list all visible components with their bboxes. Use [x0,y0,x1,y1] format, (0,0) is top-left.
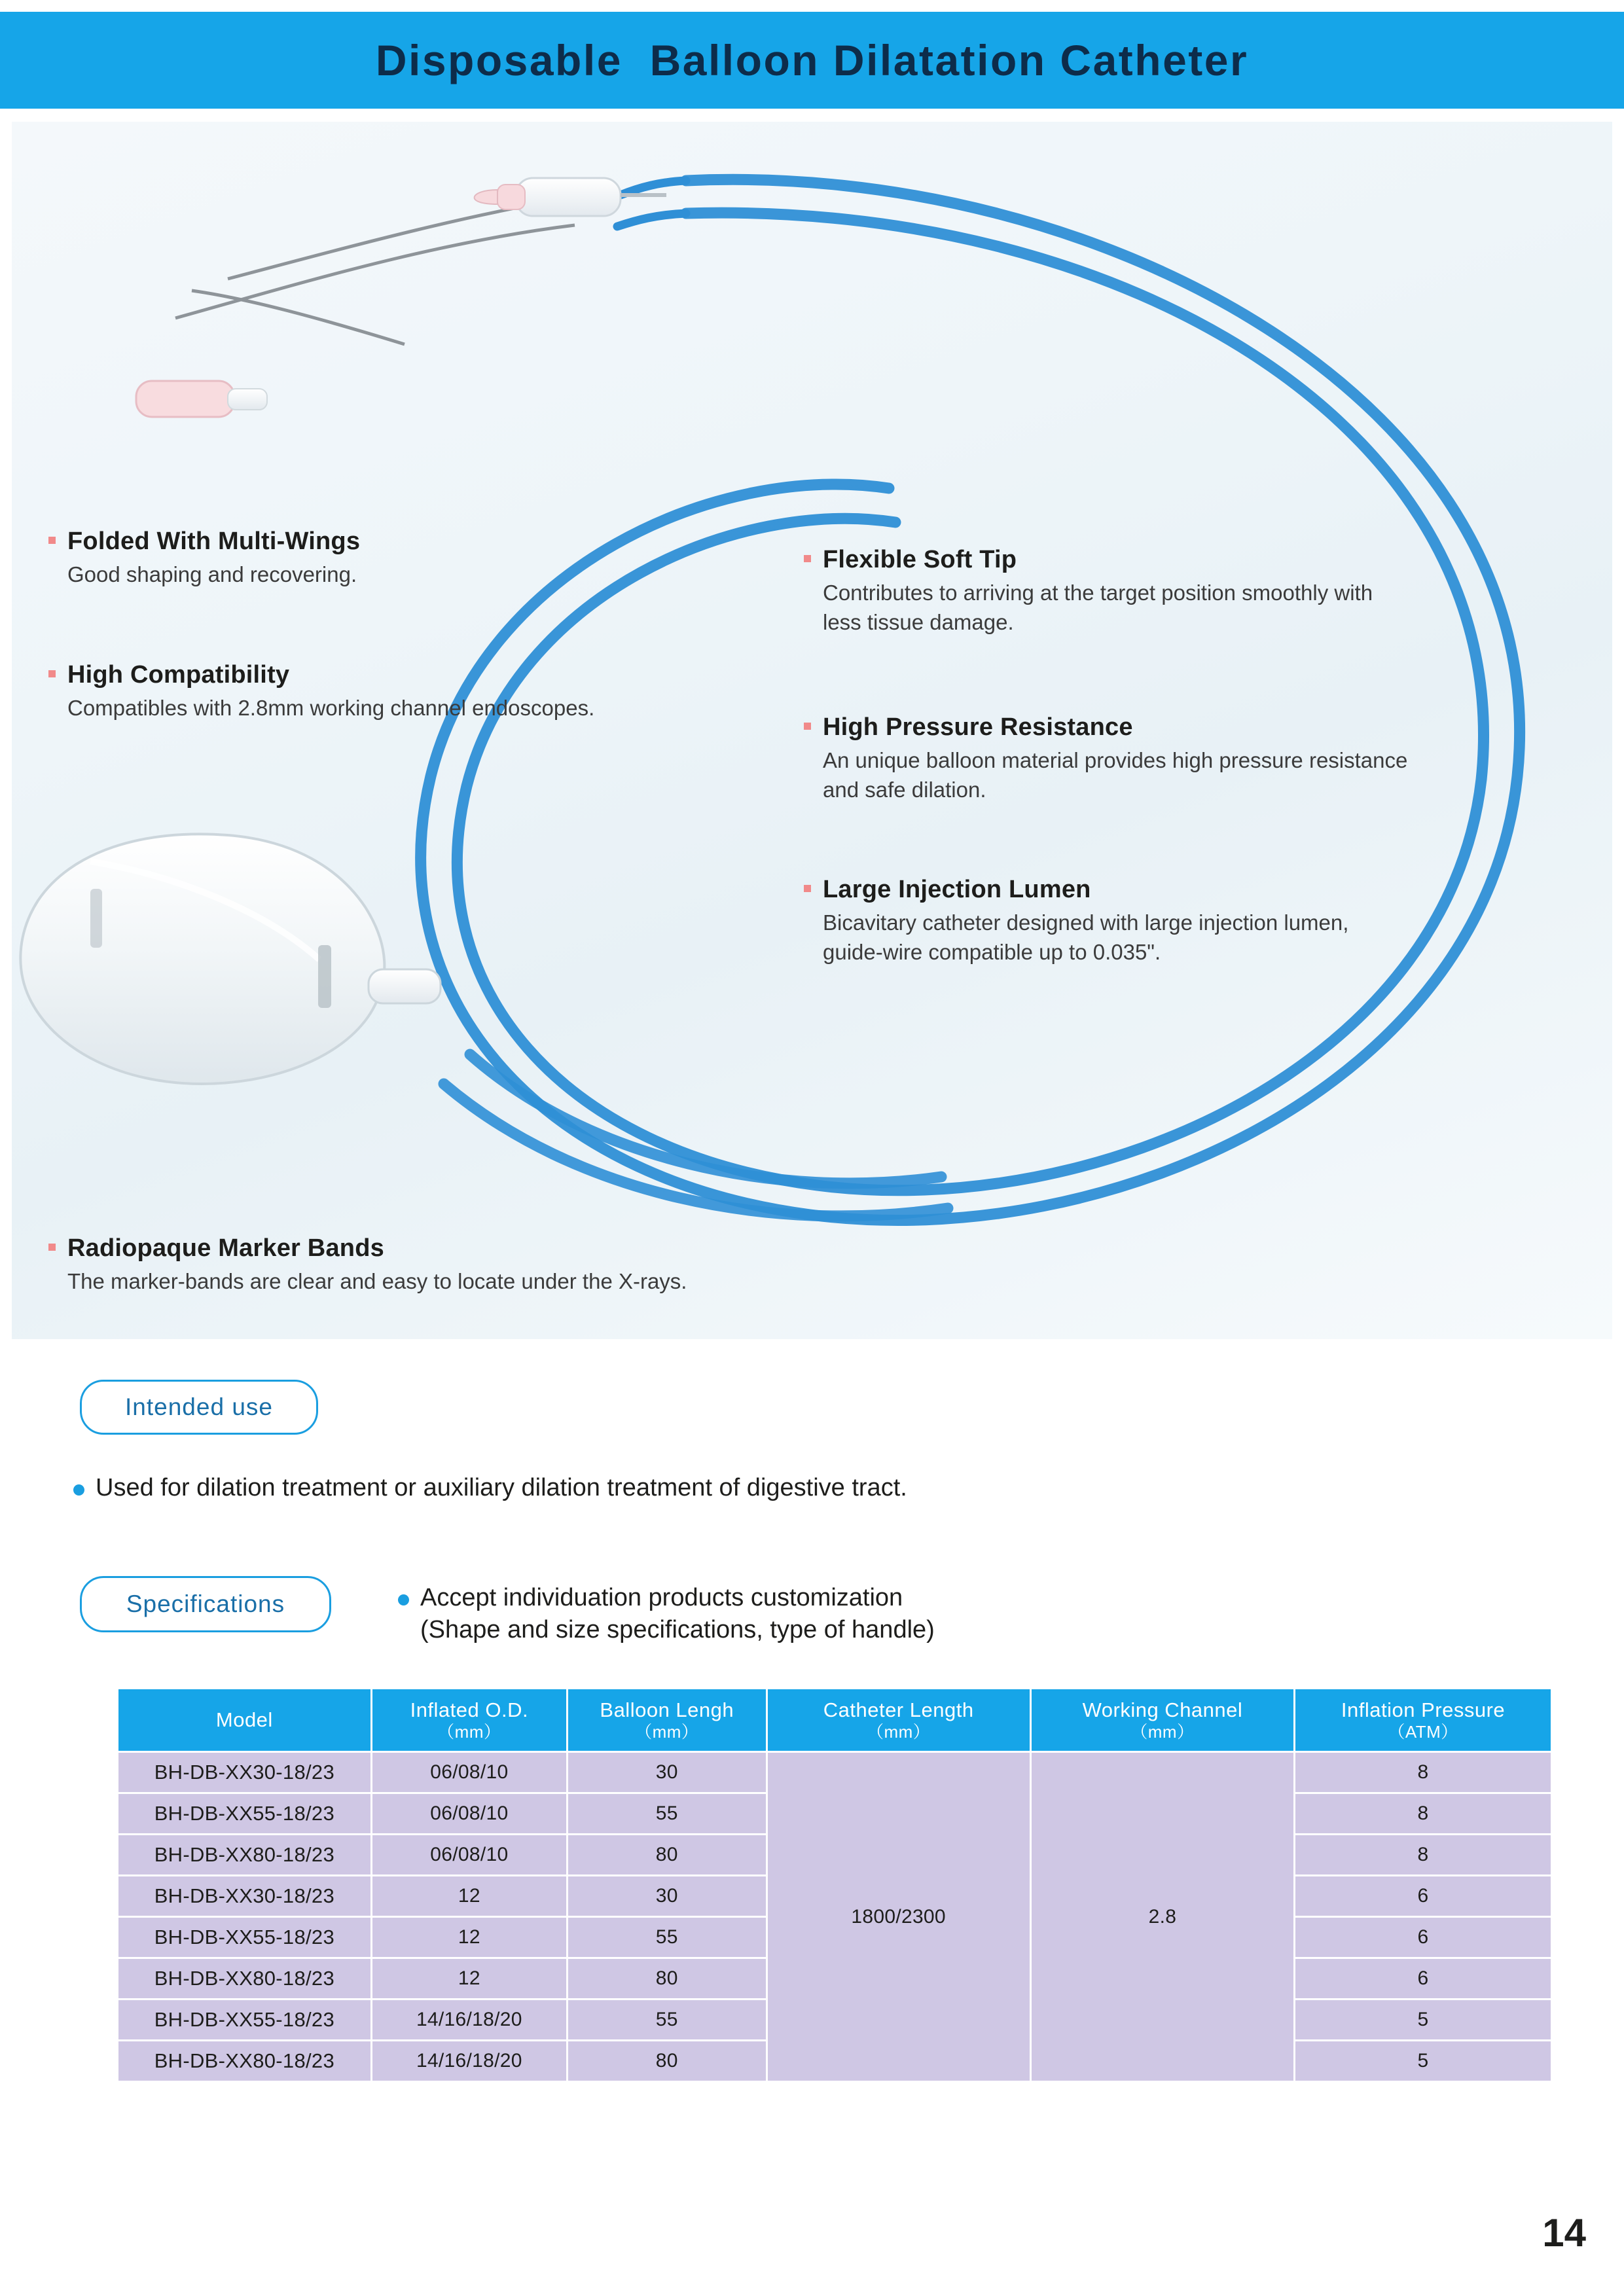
column-header-balloon-length: Balloon Lengh （mm） [568,1689,766,1751]
cell-model: BH-DB-XX30-18/23 [118,1753,370,1792]
feature-heading: High Pressure Resistance [804,713,1412,742]
cell-inflated-od: 06/08/10 [372,1835,566,1874]
feature-body: Bicavitary catheter designed with large injection lumen, guide-wire compatible up to 0.035". [823,910,1349,964]
cell-model: BH-DB-XX80-18/23 [118,1959,370,1998]
cell-inflated-od: 06/08/10 [372,1753,566,1792]
intended-use-statement [73,1474,1513,1502]
feature-large-injection-lumen [804,876,1412,967]
square-bullet-icon [804,885,811,892]
page-title: Disposable Balloon Dilatation Catheter [375,36,1249,84]
cell-model: BH-DB-XX30-18/23 [118,1876,370,1916]
feature-high-compatibility [48,661,594,723]
column-header-model: Model [118,1689,370,1751]
cell-working-channel: 2.8 [1032,1753,1293,2081]
specifications-tag: Specifications [80,1576,331,1632]
cell-inflation-pressure: 5 [1295,2041,1551,2081]
round-bullet-icon [73,1484,84,1496]
catheter-hub-lower [136,381,267,417]
cell-inflated-od: 12 [372,1959,566,1998]
square-bullet-icon [48,670,56,677]
feature-flexible-soft-tip [804,546,1412,637]
cell-inflated-od: 14/16/18/20 [372,2000,566,2039]
cell-inflated-od: 14/16/18/20 [372,2041,566,2081]
cell-inflation-pressure: 6 [1295,1959,1551,1998]
cell-model: BH-DB-XX55-18/23 [118,1918,370,1957]
customization-note-text: Accept individuation products customization (Shape and size specifications, type of handle) [420,1584,935,1643]
cell-model: BH-DB-XX80-18/23 [118,1835,370,1874]
square-bullet-icon [804,555,811,562]
intended-use-tag: Intended use [80,1380,318,1435]
feature-body: An unique balloon material provides high pressure resistance and safe dilation. [823,748,1408,802]
cell-balloon-length: 80 [568,1959,766,1998]
feature-heading: Large Injection Lumen [804,876,1412,904]
round-bullet-icon [398,1594,409,1605]
feature-body: Contributes to arriving at the target position smoothly with less tissue damage. [823,581,1373,634]
feature-heading: Radiopaque Marker Bands [48,1234,687,1263]
column-header-inflated-od: Inflated O.D. （mm） [372,1689,566,1751]
cell-inflated-od: 06/08/10 [372,1794,566,1833]
feature-heading: High Compatibility [48,661,594,689]
feature-body: Good shaping and recovering. [67,562,357,586]
cell-balloon-length: 80 [568,2041,766,2081]
feature-body: The marker-bands are clear and easy to locate under the X-rays. [67,1269,687,1293]
cell-inflated-od: 12 [372,1918,566,1957]
column-header-working-channel: Working Channel （mm） [1032,1689,1293,1751]
cell-model: BH-DB-XX55-18/23 [118,1794,370,1833]
product-hero-panel [12,122,1612,1339]
cell-balloon-length: 55 [568,1918,766,1957]
cell-model: BH-DB-XX80-18/23 [118,2041,370,2081]
cell-inflation-pressure: 8 [1295,1753,1551,1792]
feature-heading: Folded With Multi-Wings [48,528,360,556]
feature-high-pressure-resistance [804,713,1412,804]
column-header-catheter-length: Catheter Length （mm） [768,1689,1030,1751]
square-bullet-icon [804,723,811,730]
cell-balloon-length: 30 [568,1876,766,1916]
intended-use-text: Used for dilation treatment or auxiliary dilation treatment of digestive tract. [96,1474,907,1501]
cell-inflation-pressure: 6 [1295,1918,1551,1957]
table-row [118,1753,1551,1792]
feature-radiopaque-marker-bands [48,1234,687,1297]
cell-inflation-pressure: 6 [1295,1876,1551,1916]
cell-balloon-length: 30 [568,1753,766,1792]
cell-inflated-od: 12 [372,1876,566,1916]
table-header-row [118,1689,1551,1751]
cell-model: BH-DB-XX55-18/23 [118,2000,370,2039]
cell-inflation-pressure: 5 [1295,2000,1551,2039]
cell-balloon-length: 55 [568,1794,766,1833]
page-number: 14 [1542,2211,1586,2255]
cell-balloon-length: 55 [568,2000,766,2039]
specifications-table [117,1687,1553,2083]
column-header-inflation-pressure: Inflation Pressure （ATM） [1295,1689,1551,1751]
cell-balloon-length: 80 [568,1835,766,1874]
cell-inflation-pressure: 8 [1295,1835,1551,1874]
square-bullet-icon [48,1244,56,1251]
feature-body: Compatibles with 2.8mm working channel endoscopes. [67,696,595,720]
cell-catheter-length: 1800/2300 [768,1753,1030,2081]
inflated-balloon [20,834,441,1084]
customization-note [398,1584,1511,1644]
page-header [0,12,1624,109]
square-bullet-icon [48,537,56,544]
feature-heading: Flexible Soft Tip [804,546,1412,574]
feature-folded-with-multi-wings [48,528,360,590]
cell-inflation-pressure: 8 [1295,1794,1551,1833]
